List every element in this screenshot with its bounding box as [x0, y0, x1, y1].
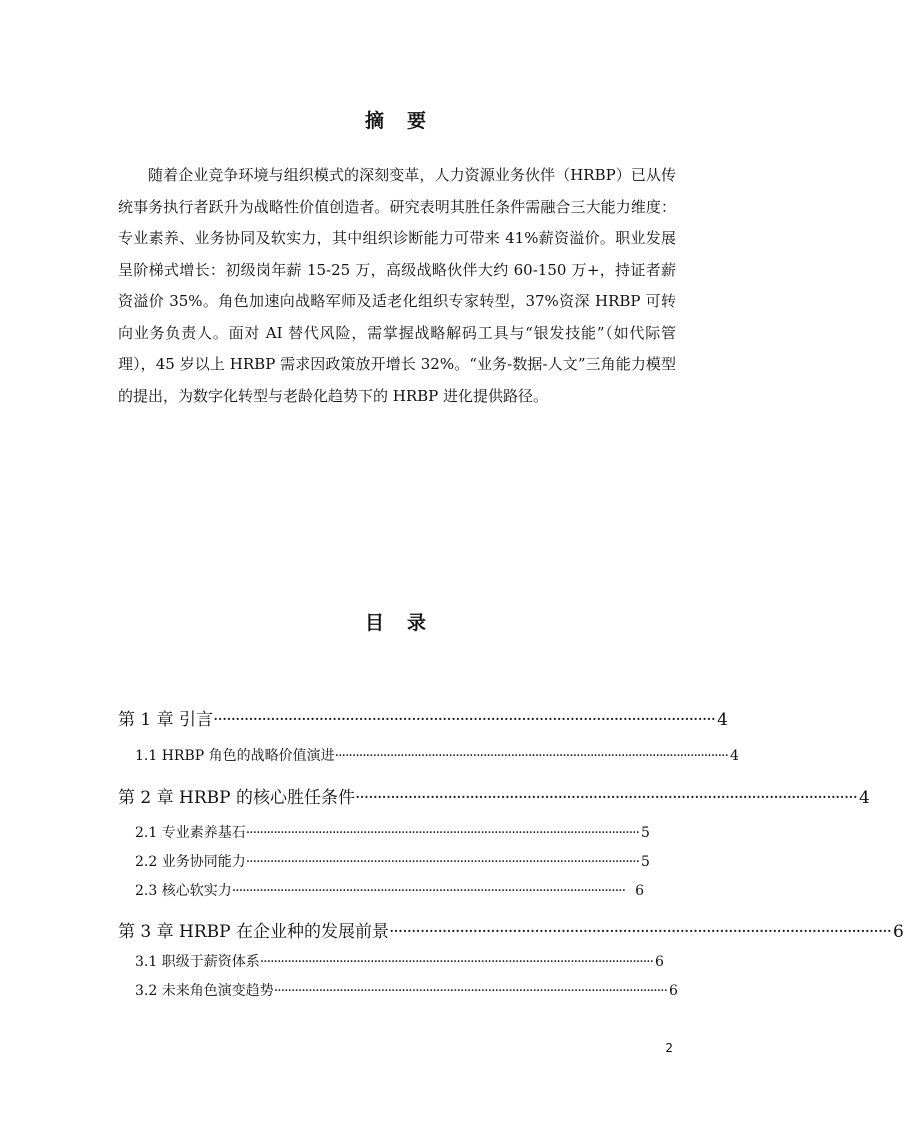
toc-leader-dots: ·················································································································· [355, 788, 858, 808]
toc-entry-2-2[interactable] [135, 851, 650, 871]
toc-entry-2-3[interactable] [135, 880, 644, 900]
toc-entry-page: 6 [655, 954, 664, 970]
toc-entry-label: 3.1 职级于薪资体系 [135, 954, 260, 970]
toc-leader-dots: ·················································································································· [231, 883, 626, 899]
toc-entry-3-2[interactable] [135, 980, 678, 1000]
toc-entry-ch3[interactable] [118, 917, 904, 942]
toc-leader-dots: ·················································································································· [334, 748, 728, 764]
toc-entry-label: 2.3 核心软实力 [135, 883, 232, 899]
toc-leader-dots: ·················································································································· [213, 710, 716, 730]
toc-entry-page: 4 [717, 710, 728, 730]
toc-entry-page: 4 [729, 748, 739, 764]
page-number: 2 [665, 1041, 673, 1055]
toc-entry-page: 5 [641, 854, 650, 870]
toc-entry-page: 4 [859, 788, 870, 808]
toc-entry-label: 2.1 专业素养基石 [135, 825, 246, 841]
abstract-title: 摘 要 [364, 110, 428, 132]
toc-leader-dots: ·················································································································· [273, 983, 668, 999]
toc-leader-dots: ·················································································································· [259, 954, 654, 970]
toc-entry-label: 3.2 未来角色演变趋势 [135, 983, 274, 999]
toc-entry-label: 第 2 章 HRBP 的核心胜任条件 [118, 788, 355, 808]
toc-entry-label: 1.1 HRBP 角色的战略价值演进 [135, 748, 335, 764]
toc-entry-1-1[interactable] [135, 745, 739, 765]
abstract-body: 随着企业竞争环境与组织模式的深刻变革，人力资源业务伙伴（HRBP）已从传统事务执行者跃升为战略性价值创造者。研究表明其胜任条件需融合三大能力维度：专业素养、业务协同及软实力，其中组织诊断能力可带来 41%薪资溢价。职业发展呈阶梯式增长：初级岗年薪 15-25 万，高级战略伙伴大约 60-150 万+，持证者薪资溢价 35%。角色加速向战略军师及适老化组织专家转型，37%资深 HRBP 可转向业务负责人。面对 AI 替代风险，需掌握战略解码工具与“银发技能”（如代际管理），45 岁以上 HRBP 需求因政策放开增长 32%。“业务-数据-人文”三角能力模型的提出，为数字化转型与老龄化趋势下的 HRBP 进化提供路径。 [118, 166, 676, 405]
toc-entry-label: 第 1 章 引言 [118, 710, 214, 730]
toc-leader-dots: ·················································································································· [245, 854, 640, 870]
abstract-section [118, 160, 676, 412]
toc-entry-page: 6 [669, 983, 678, 999]
toc-entry-3-1[interactable] [135, 951, 664, 971]
toc-entry-ch2[interactable] [118, 783, 870, 808]
toc-entry-label: 2.2 业务协同能力 [135, 854, 246, 870]
toc-leader-dots: ·················································································································· [245, 825, 640, 841]
toc-entry-label: 第 3 章 HRBP 在企业种的发展前景 [118, 922, 389, 942]
toc-entry-ch1[interactable] [118, 705, 728, 730]
toc-entry-page: 6 [893, 922, 904, 942]
toc-title: 目 录 [364, 612, 428, 634]
toc-entry-page: 6 [635, 883, 644, 899]
toc-leader-dots: ·················································································································· [389, 922, 892, 942]
toc-entry-2-1[interactable] [135, 822, 650, 842]
toc-entry-page: 5 [641, 825, 650, 841]
